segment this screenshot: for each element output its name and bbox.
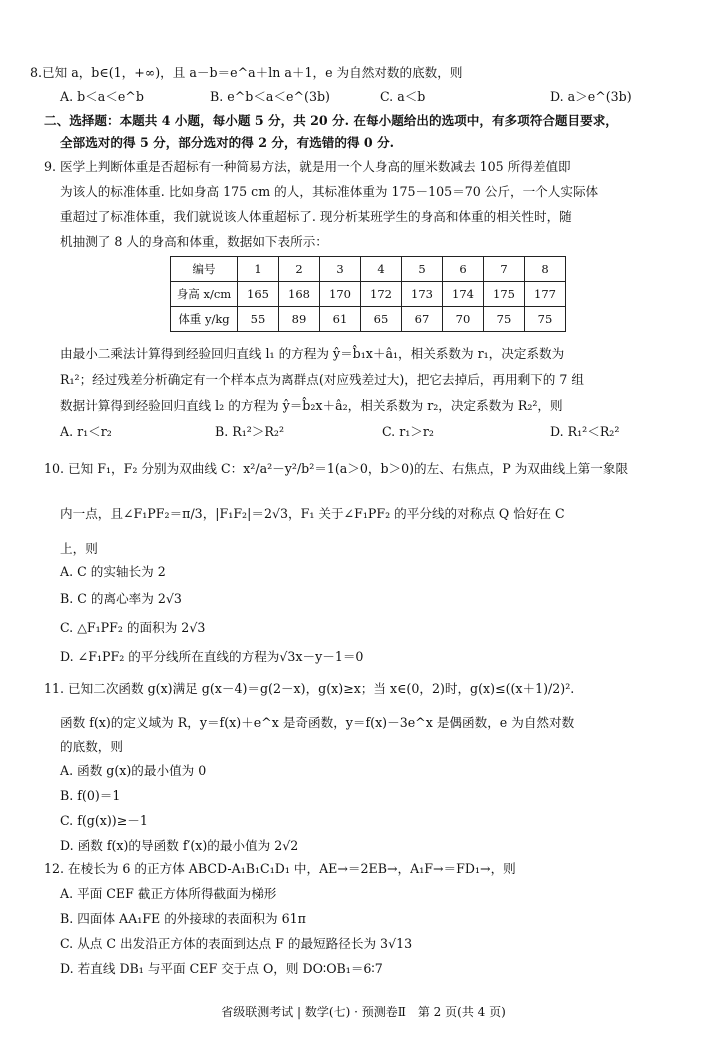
section-heading-line2: 全部选对的得 5 分，部分选对的得 2 分，有选错的得 0 分. (60, 135, 395, 150)
q10-line-2: 内一点，且∠F₁PF₂＝π/3，|F₁F₂|＝2√3，F₁ 关于∠F₁PF₂ 的平分线的对称点 Q 恰好在 C (60, 506, 565, 521)
page-footer: 省级联测考试 | 数学(七) · 预测卷Ⅱ 第 2 页(共 4 页) (221, 1005, 506, 1019)
q11-line-1: 11. 已知二次函数 g(x)满足 g(x－4)＝g(2－x)，g(x)≥x；当 x∈(0，2)时，g(x)≤((x＋1)/2)². (44, 681, 575, 696)
q9-option-d: D. R₁²＜R₂² (550, 424, 620, 439)
table-row (171, 307, 566, 332)
q10-option-b: B. C 的离心率为 2√3 (60, 591, 182, 606)
q9-line-3: 重超过了标准体重，我们就说该人体重超标了. 现分析某班学生的身高和体重的相关性时，随 (60, 209, 572, 224)
row-label-height: 身高 x/cm (171, 282, 238, 307)
q11-option-b: B. f(0)＝1 (60, 788, 121, 803)
q11-option-a: A. 函数 g(x)的最小值为 0 (60, 763, 207, 778)
q10-line-3: 上，则 (60, 541, 98, 556)
q11-line-2: 函数 f(x)的定义域为 R，y＝f(x)＋e^x 是奇函数，y＝f(x)－3e^x 是偶函数，e 为自然对数 (60, 715, 575, 730)
q9-line-4: 机抽测了 8 人的身高和体重，数据如下表所示： (60, 234, 328, 249)
q9-option-b: B. R₁²＞R₂² (215, 424, 285, 439)
q12-option-a: A. 平面 CEF 截正方体所得截面为梯形 (60, 886, 277, 901)
cell-height-1: 165 (238, 282, 279, 307)
cell-id-1: 1 (238, 257, 279, 282)
q9-after-line-1: 由最小二乘法计算得到经验回归直线 l₁ 的方程为 ŷ＝b̂₁x＋â₁，相关系数为 r₁，决定系数为 (60, 346, 565, 361)
q12-line-1: 12. 在棱长为 6 的正方体 ABCD-A₁B₁C₁D₁ 中，AE→＝2EB→，A₁F→＝FD₁→，则 (44, 861, 516, 876)
cell-weight-8: 75 (525, 307, 566, 332)
q8-option-d: D. a＞e^(3b) (550, 89, 632, 104)
cell-id-3: 3 (320, 257, 361, 282)
q9-after-line-3: 数据计算得到经验回归直线 l₂ 的方程为 ŷ＝b̂₂x＋â₂，相关系数为 r₂，决定系数为 R₂²，则 (60, 398, 563, 413)
cell-weight-3: 61 (320, 307, 361, 332)
q11-option-d: D. 函数 f(x)的导函数 f′(x)的最小值为 2√2 (60, 838, 299, 853)
cell-id-7: 7 (484, 257, 525, 282)
cell-id-8: 8 (525, 257, 566, 282)
q11-line-3: 的底数，则 (60, 739, 123, 754)
q8-stem: 8.已知 a，b∈(1，+∞)，且 a－b＝e^a＋ln a＋1，e 为自然对数的底数，则 (30, 65, 463, 80)
cell-weight-2: 89 (279, 307, 320, 332)
q9-after-line-2: R₁²；经过残差分析确定有一个样本点为离群点(对应残差过大)，把它去掉后，再用剩下的 7 组 (60, 372, 584, 387)
q9-line-2: 为该人的标准体重. 比如身高 175 cm 的人，其标准体重为 175－105＝70 公斤，一个人实际体 (60, 184, 599, 199)
cell-weight-7: 75 (484, 307, 525, 332)
q12-option-b: B. 四面体 AA₁FE 的外接球的表面积为 61π (60, 911, 306, 926)
cell-height-6: 174 (443, 282, 484, 307)
q8-options (60, 88, 680, 106)
q9-options (60, 423, 680, 441)
cell-height-2: 168 (279, 282, 320, 307)
section-heading-line1: 二、选择题：本题共 4 小题，每小题 5 分，共 20 分. 在每小题给出的选项中，有多项符合题目要求， (44, 113, 618, 128)
q8-option-c: C. a＜b (380, 89, 426, 104)
cell-id-6: 6 (443, 257, 484, 282)
cell-weight-1: 55 (238, 307, 279, 332)
cell-id-5: 5 (402, 257, 443, 282)
cell-height-7: 175 (484, 282, 525, 307)
q8-option-b: B. e^b＜a＜e^(3b) (210, 89, 330, 104)
q10-line-1: 10. 已知 F₁，F₂ 分别为双曲线 C：x²/a²－y²/b²＝1(a＞0，b＞0)的左、右焦点，P 为双曲线上第一象限 (44, 461, 629, 476)
cell-height-8: 177 (525, 282, 566, 307)
q10-option-d: D. ∠F₁PF₂ 的平分线所在直线的方程为√3x－y－1＝0 (60, 649, 364, 664)
table-row (171, 257, 566, 282)
row-label-weight: 体重 y/kg (171, 307, 238, 332)
cell-height-5: 173 (402, 282, 443, 307)
cell-height-3: 170 (320, 282, 361, 307)
q11-option-c: C. f(g(x))≥－1 (60, 813, 148, 828)
cell-id-4: 4 (361, 257, 402, 282)
cell-weight-6: 70 (443, 307, 484, 332)
q9-line-1: 9. 医学上判断体重是否超标有一种简易方法，就是用一个人身高的厘米数减去 105 所得差值即 (44, 159, 571, 174)
q12-option-d: D. 若直线 DB₁ 与平面 CEF 交于点 O，则 DO∶OB₁＝6∶7 (60, 961, 383, 976)
q9-option-c: C. r₁＞r₂ (382, 424, 434, 439)
row-label-id: 编号 (171, 257, 238, 282)
q12-option-c: C. 从点 C 出发沿正方体的表面到达点 F 的最短路径长为 3√13 (60, 936, 413, 951)
height-weight-table (170, 256, 566, 332)
q10-option-a: A. C 的实轴长为 2 (60, 564, 166, 579)
q10-option-c: C. △F₁PF₂ 的面积为 2√3 (60, 620, 206, 635)
cell-height-4: 172 (361, 282, 402, 307)
q9-option-a: A. r₁＜r₂ (60, 424, 112, 439)
cell-weight-5: 67 (402, 307, 443, 332)
table-row (171, 282, 566, 307)
q8-option-a: A. b＜a＜e^b (60, 89, 144, 104)
cell-id-2: 2 (279, 257, 320, 282)
cell-weight-4: 65 (361, 307, 402, 332)
